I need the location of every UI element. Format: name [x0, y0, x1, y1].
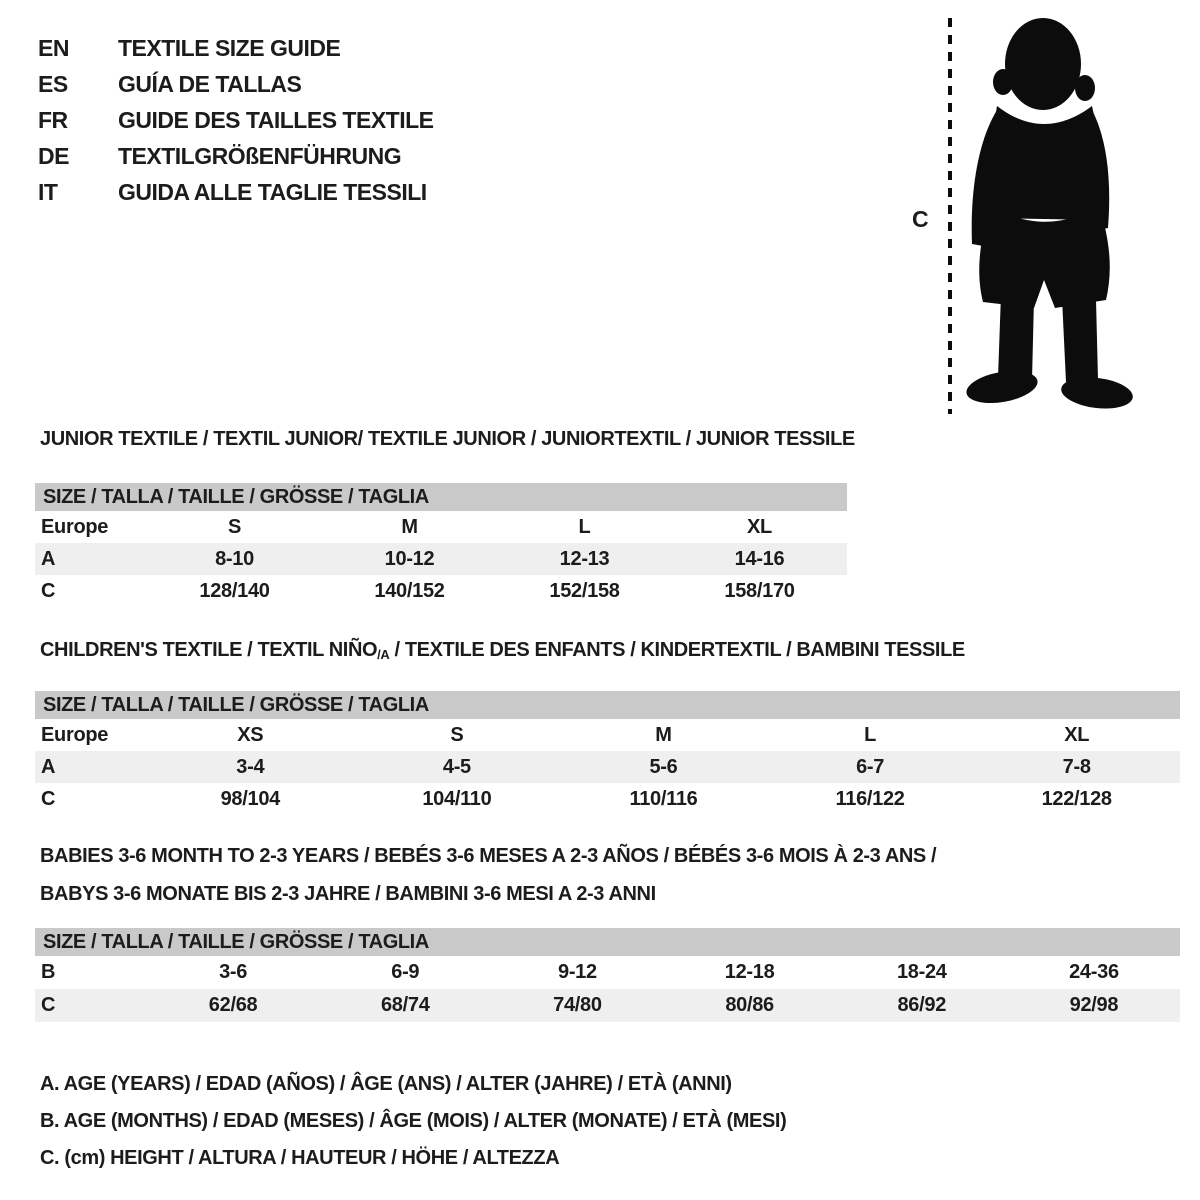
- table-row-age-months: [35, 956, 1180, 989]
- measure-label-c: C: [912, 206, 929, 232]
- language-code: IT: [38, 178, 58, 205]
- size-cell: L: [864, 723, 877, 746]
- row-label: A: [41, 547, 56, 570]
- language-code: EN: [38, 34, 69, 61]
- table-row-height-cm: [35, 575, 847, 607]
- age-cell: 6-9: [391, 961, 420, 983]
- toddler-silhouette: [898, 6, 1158, 426]
- height-cell: 86/92: [897, 994, 947, 1016]
- row-label: C: [41, 579, 56, 602]
- size-cell: S: [227, 515, 242, 538]
- language-code: FR: [38, 106, 68, 133]
- age-cell: 6-7: [856, 755, 885, 778]
- size-cell: S: [450, 723, 464, 746]
- language-label: TEXTILE SIZE GUIDE: [118, 34, 341, 61]
- height-cell: 98/104: [220, 787, 280, 810]
- age-cell: 5-6: [649, 755, 678, 778]
- height-cell: 80/86: [725, 994, 774, 1016]
- children-size-table: [35, 691, 1180, 815]
- language-label: GUIDE DES TAILLES TEXTILE: [118, 106, 434, 133]
- row-label: C: [41, 994, 56, 1016]
- language-label: GUÍA DE TALLAS: [118, 70, 302, 97]
- language-code: ES: [38, 70, 68, 97]
- height-cell: 110/116: [629, 787, 698, 810]
- row-label: B: [41, 961, 56, 983]
- age-cell: 10-12: [384, 547, 435, 570]
- junior-size-table: [35, 483, 847, 607]
- height-cell: 62/68: [208, 994, 258, 1016]
- row-label: A: [41, 755, 56, 778]
- height-cell: 104/110: [422, 787, 492, 810]
- size-cell: XS: [237, 723, 264, 746]
- language-row: [38, 138, 434, 174]
- age-cell: 12-13: [559, 547, 610, 570]
- age-cell: 14-16: [734, 547, 785, 570]
- height-cell: 68/74: [380, 994, 430, 1016]
- row-label: Europe: [41, 723, 109, 746]
- age-cell: 3-6: [219, 961, 248, 983]
- table-row-age-years: [35, 543, 847, 575]
- children-table-title: [40, 639, 965, 662]
- age-cell: 24-36: [1069, 961, 1119, 983]
- language-row: [38, 174, 434, 210]
- language-label: TEXTILGRÖßENFÜHRUNG: [118, 142, 402, 169]
- children-title-pre: CHILDREN'S TEXTILE / TEXTIL NIÑO: [40, 639, 378, 661]
- babies-size-table: [35, 928, 1180, 1022]
- row-label: Europe: [41, 515, 109, 538]
- row-label: C: [41, 787, 56, 810]
- size-cell: M: [655, 723, 672, 746]
- language-row: [38, 30, 434, 66]
- babies-table-title-line2: BABYS 3-6 MONATE BIS 2-3 JAHRE / BAMBINI 3-6 MESI A 2-3 ANNI: [40, 883, 656, 905]
- height-measure-figure: [898, 6, 1158, 426]
- height-cell: 122/128: [1041, 787, 1112, 810]
- children-title-sub: /A: [377, 647, 390, 662]
- size-cell: M: [401, 515, 418, 538]
- table-row-europe: [35, 719, 1180, 751]
- legend-height-cm: C. (cm) HEIGHT / ALTURA / HAUTEUR / HÖHE / ALTEZZA: [40, 1147, 560, 1169]
- table-row-height-cm: [35, 783, 1180, 815]
- size-cell: XL: [1064, 723, 1090, 746]
- legend-age-months: B. AGE (MONTHS) / EDAD (MESES) / ÂGE (MOIS) / ALTER (MONATE) / ETÀ (MESI): [40, 1110, 787, 1132]
- height-cell: 158/170: [724, 579, 795, 602]
- size-header-bar: SIZE / TALLA / TAILLE / GRÖSSE / TAGLIA: [35, 928, 1180, 956]
- language-row: [38, 66, 434, 102]
- age-cell: 18-24: [896, 961, 947, 983]
- size-header-bar: SIZE / TALLA / TAILLE / GRÖSSE / TAGLIA: [35, 483, 847, 511]
- language-code: DE: [38, 142, 69, 169]
- age-cell: 4-5: [442, 755, 471, 778]
- babies-table-title-line1: BABIES 3-6 MONTH TO 2-3 YEARS / BEBÉS 3-6 MESES A 2-3 AÑOS / BÉBÉS 3-6 MOIS À 2-3 ANS /: [40, 845, 937, 867]
- size-cell: L: [578, 515, 591, 538]
- measure-legend: [40, 1066, 786, 1177]
- height-cell: 116/122: [835, 787, 905, 810]
- age-cell: 9-12: [558, 961, 597, 983]
- legend-age-years: A. AGE (YEARS) / EDAD (AÑOS) / ÂGE (ANS) / ALTER (JAHRE) / ETÀ (ANNI): [40, 1073, 732, 1095]
- language-header: [38, 30, 434, 210]
- children-title-post: / TEXTILE DES ENFANTS / KINDERTEXTIL / BAMBINI TESSILE: [389, 639, 965, 661]
- language-row: [38, 102, 434, 138]
- junior-table-title: JUNIOR TEXTILE / TEXTIL JUNIOR/ TEXTILE JUNIOR / JUNIORTEXTIL / JUNIOR TESSILE: [40, 428, 855, 450]
- age-cell: 3-4: [236, 755, 265, 778]
- table-row-age-years: [35, 751, 1180, 783]
- height-cell: 140/152: [374, 579, 445, 602]
- table-row-height-cm: [35, 989, 1180, 1022]
- size-header-bar: SIZE / TALLA / TAILLE / GRÖSSE / TAGLIA: [35, 691, 1180, 719]
- table-row-europe: [35, 511, 847, 543]
- height-cell: 92/98: [1069, 994, 1119, 1016]
- height-cell: 152/158: [549, 579, 620, 602]
- age-cell: 12-18: [724, 961, 775, 983]
- age-cell: 8-10: [215, 547, 254, 570]
- size-cell: XL: [747, 515, 772, 538]
- height-cell: 74/80: [553, 994, 602, 1016]
- age-cell: 7-8: [1062, 755, 1091, 778]
- height-cell: 128/140: [199, 579, 270, 602]
- language-label: GUIDA ALLE TAGLIE TESSILI: [118, 178, 427, 205]
